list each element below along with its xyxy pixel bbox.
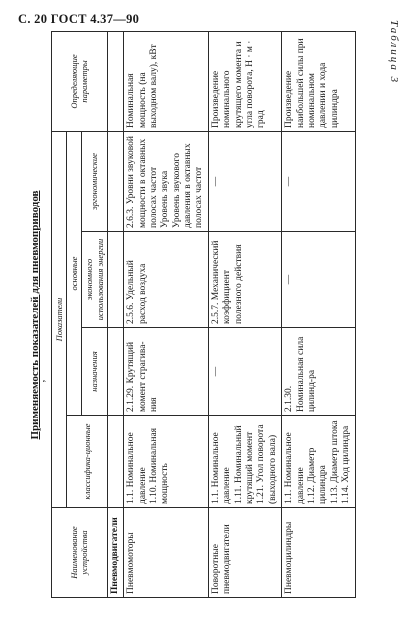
determining-cell: Номинальная мощность (на выходном валу), кВт [124,32,209,132]
energy-header: экономного использования энергии [82,232,107,328]
classification-cell: 1.1. Номинальное давление 1.12. Диаметр цилиндра 1.13. Диаметр штока 1.14. Ход цилиндра [282,416,355,508]
device-cell: Пневмоцилиндры [282,508,355,598]
classification-cell: 1.1. Номинальное давление 1.10. Номинальная мощность [124,416,209,508]
table-title: Применяемость показателей для пневмоприводов [29,190,41,440]
group-label: Пневмодвигатели [107,508,123,598]
determining-header: Определяющие параметры [52,32,108,132]
purpose-cell: — [208,328,281,416]
apostrophe-mark: ’ [41,379,53,383]
energy-cell: 2.5.6. Удельный расход воздуха [124,232,209,328]
device-cell: Пневмомоторы [124,508,209,598]
applicability-table [51,31,356,598]
indicators-header: Показатели [52,132,67,508]
ergonomic-cell: 2.6.3. Уровни звуковой мощности в октавных полосах частот Уровень звука Уровень звукового давления в октавных полосах частот [124,132,209,232]
ergonomic-header: эргономические [82,132,107,232]
energy-cell: — [282,232,355,328]
purpose-cell: 2.1.30. Номинальная сила цилинд-ра [282,328,355,416]
determining-cell: Произведение номинального крутящего момента и угла поворота, Н · м · град [208,32,281,132]
page-header: С. 20 ГОСТ 4.37—90 [18,12,140,26]
determining-cell: Произведение наибольшей силы при номинальном давлении и хода цилиндра [282,32,355,132]
ergonomic-cell: — [282,132,355,232]
purpose-header: назначения [82,328,107,416]
device-cell: Поворотные пневмодвигатели [208,508,281,598]
ergonomic-cell: — [208,132,281,232]
table-number: Таблица 3 [388,20,400,85]
table-row [208,32,281,598]
device-header: Наименование устройства [52,508,108,598]
rotated-table-block [29,32,391,598]
classification-cell: 1.1. Номинальное давление 1.11. Номинальный крутящий момент 1.21. Угол поворота (выходного вала) [208,416,281,508]
classification-header: классифика-ционные [67,416,108,508]
purpose-cell: 2.1.29. Крутящий момент страгива-ния [124,328,209,416]
main-header: основные [67,132,82,416]
energy-cell: 2.5.7. Механический коэффициент полезного действия [208,232,281,328]
table-row [282,32,355,598]
table-row [124,32,209,598]
